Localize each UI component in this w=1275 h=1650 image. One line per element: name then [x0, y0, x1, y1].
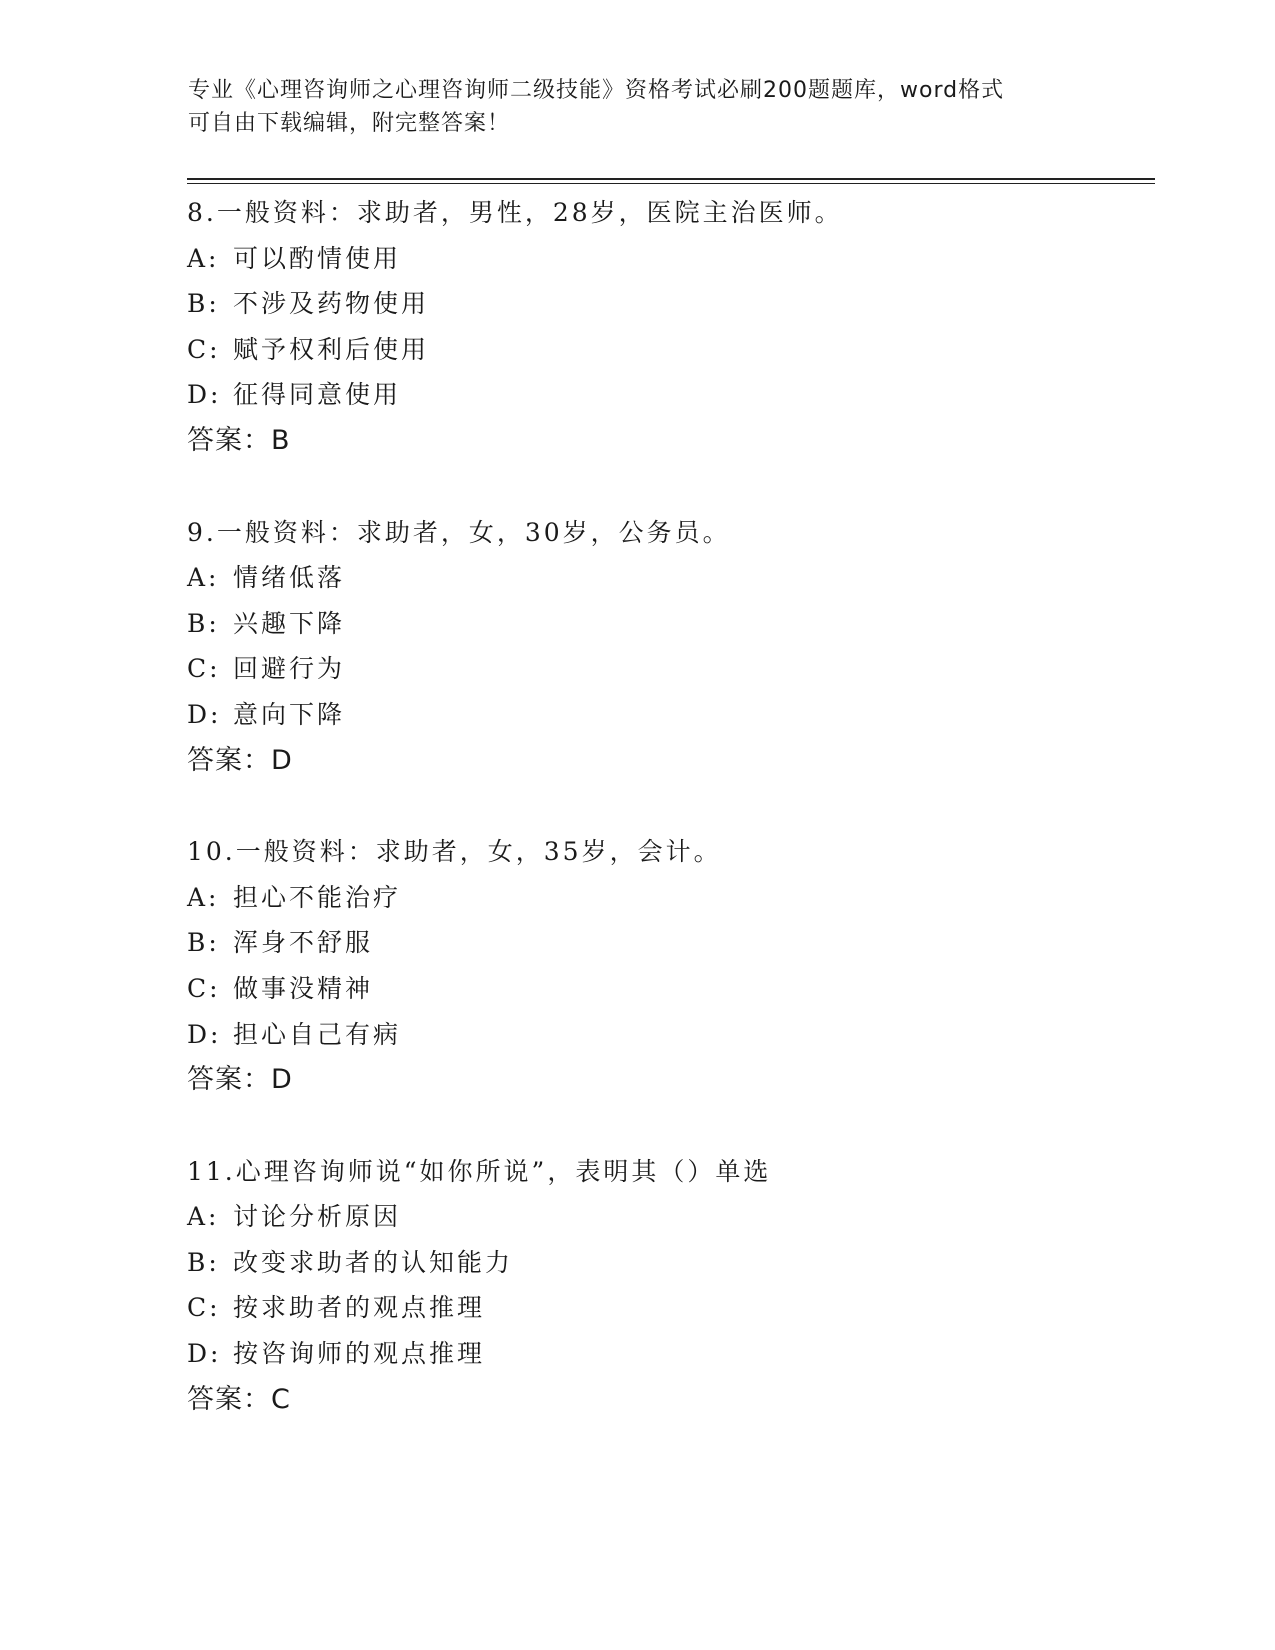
option-text: 担心不能治疗 [233, 882, 402, 912]
option-text: 做事没精神 [233, 973, 374, 1003]
option-b [187, 1240, 1147, 1286]
answer-line: 答案：D [187, 744, 293, 776]
option-text: 赋予权利后使用 [233, 334, 430, 364]
option-text: 按咨询师的观点推理 [233, 1339, 486, 1369]
option-a [187, 1194, 1147, 1240]
option-d [187, 692, 1147, 738]
option-d [187, 372, 1147, 418]
option-letter: B: [187, 289, 220, 319]
option-text: 可以酌情使用 [233, 243, 402, 273]
option-letter: C: [187, 334, 221, 364]
option-a [187, 555, 1147, 601]
question-list [187, 190, 1147, 1468]
option-c [187, 327, 1147, 373]
option-letter: C: [187, 654, 221, 684]
option-text: 兴趣下降 [233, 608, 346, 638]
question-stem: 11.心理咨询师说“如你所说”，表明其（）单选 [187, 1156, 772, 1186]
option-letter: C: [187, 1293, 221, 1323]
question-11 [187, 1149, 1147, 1423]
header-line-1: 专业《心理咨询师之心理咨询师二级技能》资格考试必刷200题题库，word格式 [188, 78, 1005, 103]
option-letter: A: [187, 563, 220, 593]
option-letter: A: [187, 882, 220, 912]
option-letter: D: [187, 699, 222, 729]
option-text: 改变求助者的认知能力 [233, 1247, 514, 1277]
option-letter: B: [187, 608, 220, 638]
option-letter: D: [187, 380, 222, 410]
option-text: 征得同意使用 [233, 380, 402, 410]
option-letter: A: [187, 243, 220, 273]
option-text: 讨论分析原因 [233, 1202, 402, 1232]
answer-line: 答案：D [187, 1064, 293, 1096]
option-text: 回避行为 [233, 654, 346, 684]
question-stem: 8.一般资料：求助者，男性，28岁，医院主治医师。 [187, 198, 843, 227]
header-divider [187, 178, 1155, 184]
option-a [187, 875, 1147, 921]
header-line-2: 可自由下载编辑，附完整答案！ [188, 111, 511, 136]
question-stem: 9.一般资料：求助者，女，30岁，公务员。 [187, 517, 731, 547]
option-text: 意向下降 [233, 699, 346, 729]
answer-line: 答案：C [187, 1383, 291, 1415]
option-b [187, 601, 1147, 647]
question-8 [187, 190, 1147, 464]
question-9 [187, 510, 1147, 784]
question-stem: 10.一般资料：求助者，女，35岁，会计。 [187, 837, 722, 867]
option-d [187, 1331, 1147, 1377]
option-letter: D: [187, 1019, 222, 1049]
option-text: 浑身不舒服 [233, 928, 374, 958]
option-b [187, 920, 1147, 966]
option-letter: A: [187, 1202, 220, 1232]
option-letter: D: [187, 1339, 222, 1369]
option-letter: B: [187, 928, 220, 958]
option-c [187, 646, 1147, 692]
option-text: 担心自己有病 [233, 1019, 402, 1049]
option-letter: B: [187, 1247, 220, 1277]
answer-line: 答案：B [187, 424, 291, 456]
question-10 [187, 829, 1147, 1103]
option-c [187, 966, 1147, 1012]
option-letter: C: [187, 973, 221, 1003]
option-c [187, 1285, 1147, 1331]
option-b [187, 281, 1147, 327]
option-a [187, 236, 1147, 282]
option-text: 情绪低落 [233, 563, 346, 593]
option-text: 按求助者的观点推理 [233, 1293, 486, 1323]
option-d [187, 1012, 1147, 1058]
document-header [188, 74, 1088, 140]
option-text: 不涉及药物使用 [233, 289, 430, 319]
